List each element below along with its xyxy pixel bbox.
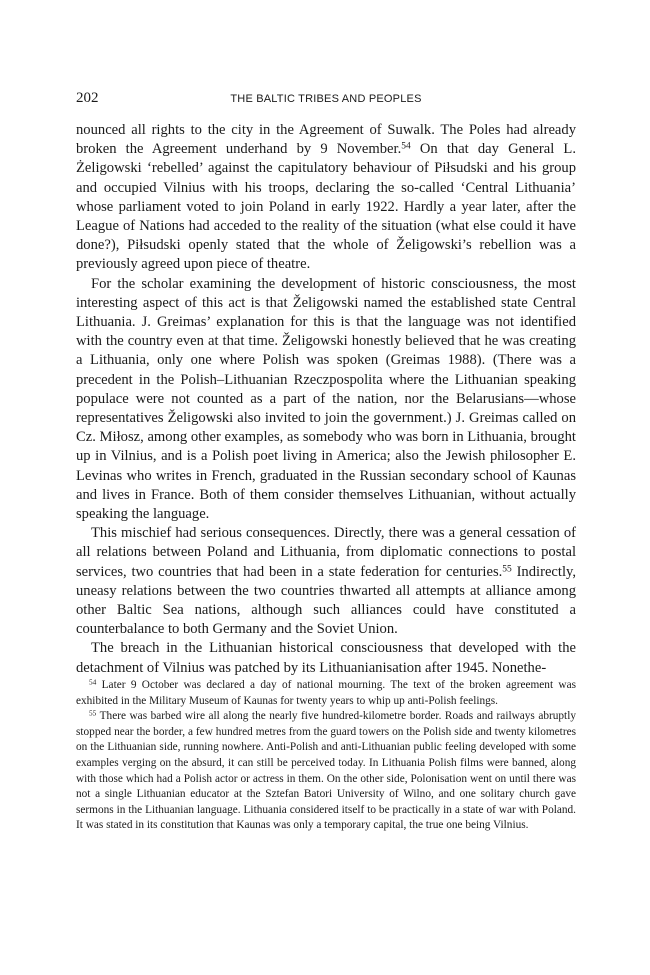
paragraph-2: For the scholar examining the development of historic consciousness, the most interesting aspect of this act is that Želigowski named the established state Central Lithuania. J. Greimas’ explanation for this is that the language was not identified with the country even at that time. Želigowski honestly believed that he was creating a Lithuania, only one where Polish was spoken (Greimas 1988). (There was a precedent in the Polish–Lithuanian Rzeczpospolita where the Lithuanian speaking populace were not counted as a part of the nation, nor the Belarusians—whose representatives Želigowski also invited to join the government.) J. Greimas called on Cz. Miłosz, among other examples, as somebody who was born in Lithuania, brought up in Vilnius, and is a Polish poet living in America; also the Jewish philosopher E. Levinas who writes in French, graduated in the Russian secondary school of Kaunas and lives in France. Both of them consider themselves Lithuanian, without actually speaking the language. bbox=[76, 275, 576, 523]
footnote-text-55: There was barbed wire all along the nearly five hundred-kilometre border. Roads and railways abruptly stopped near the border, a few hundred metres from the guard towers on the Polish side and twenty kilometres on the Lithuanian side, running nowhere. Anti-Polish and anti-Lithuanian public feeling developed with some examples verging on the absurd, it can still be perceived today. In Lithuania Polish films were banned, along with those which had a Polish actor or actress in them. On the other side, Polonisation went on until there was not a single Lithuanian educator at the Sztefan Batori University of Wilno, and one solitary church gave sermons in the Lithuanian language. Lithuania considered itself to be practically in a state of war with Poland. It was stated in its constitution that Kaunas was only a temporary capital, the true one being Vilnius. bbox=[76, 710, 576, 832]
footnotes bbox=[76, 678, 576, 834]
paragraph-1-text-continued: On that day General L. Żeligowski ‘rebelled’ against the capitulatory behaviour of Piłsudski and his group and occupied Vilnius with his troops, declaring the so-called ‘Central Lithuania’ whose parliament voted to join Poland in early 1922. Hardly a year later, after the League of Nations had acceded to the reality of the situation (what else could it have done?), Piłsudski openly stated that the whole of Želigowski’s rebellion was a previously agreed upon piece of theatre. bbox=[76, 141, 576, 273]
paragraph-3-text-continued: Indirectly, uneasy relations between the two countries thwarted all attempts at alliance among other Baltic Sea nations, although such alliances could have constituted a counterbalance to both Germany and the Soviet Union. bbox=[76, 563, 577, 638]
paragraph-1 bbox=[76, 121, 576, 275]
body-text bbox=[76, 121, 576, 678]
footnote-54 bbox=[76, 678, 576, 709]
footnote-55 bbox=[76, 709, 576, 834]
running-head: THE BALTIC TRIBES AND PEOPLES bbox=[230, 93, 422, 105]
paragraph-3-text: This mischief had serious consequences. Directly, there was a general cessation of all relations between Poland and Lithuania, from diplomatic connections to postal services, two countries that had been in a state federation for centuries. bbox=[76, 525, 576, 580]
footnote-ref-54: 54 bbox=[401, 141, 411, 152]
footnote-text-54: Later 9 October was declared a day of national mourning. The text of the broken agreement was exhibited in the Military Museum of Kaunas for twenty years to whip up anti-Polish feelings. bbox=[76, 679, 576, 707]
footnote-marker-55: 55 bbox=[89, 708, 97, 718]
page-header bbox=[76, 90, 576, 110]
footnote-marker-54: 54 bbox=[89, 677, 97, 687]
page-number: 202 bbox=[76, 90, 99, 106]
paragraph-3 bbox=[76, 524, 576, 639]
paragraph-4: The breach in the Lithuanian historical consciousness that developed with the detachment of Vilnius was patched by its Lithuanianisation after 1945. Nonethe- bbox=[76, 640, 576, 676]
paragraph-1-text: nounced all rights to the city in the Agreement of Suwalk. The Poles had already broken the Agreement underhand by 9 November. bbox=[76, 122, 576, 158]
footnote-ref-55: 55 bbox=[502, 564, 512, 575]
